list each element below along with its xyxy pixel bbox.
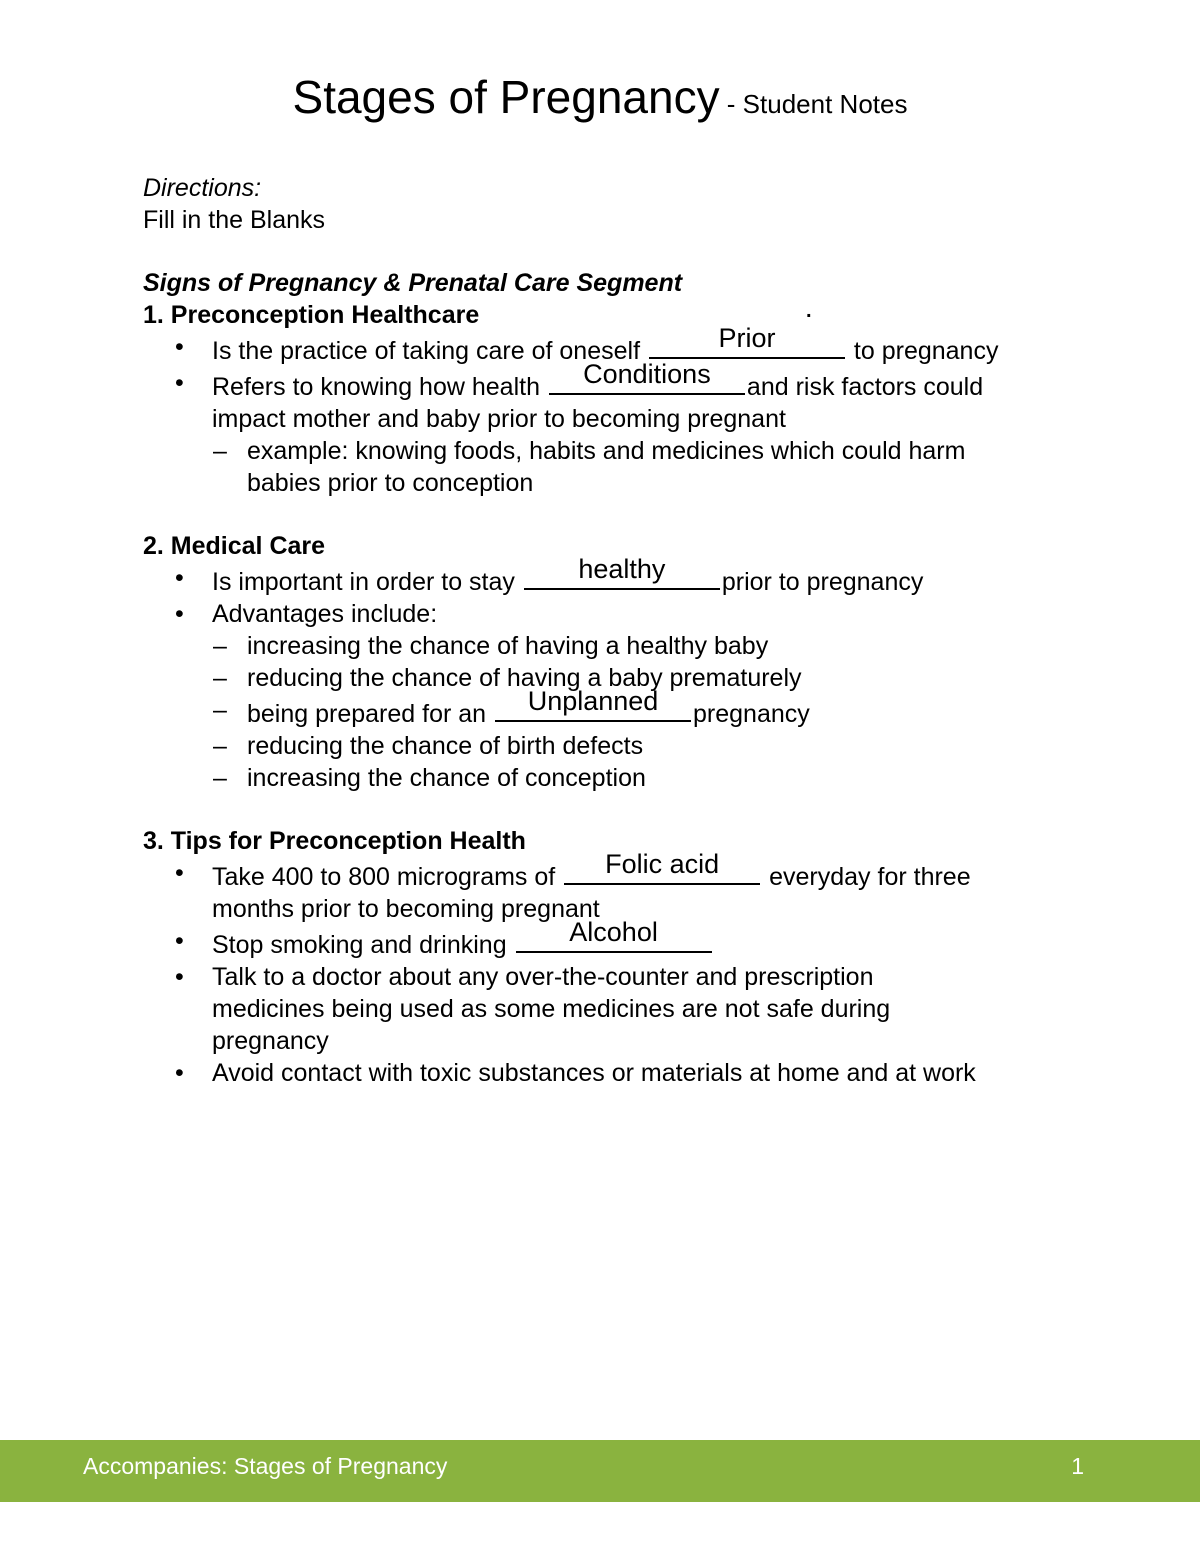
answer-text: healthy	[578, 554, 666, 584]
dash-continuation: babies prior to conception	[247, 469, 534, 497]
answer-blank[interactable]	[649, 323, 845, 359]
bullet-marker: •	[175, 564, 184, 592]
bullet-marker: •	[175, 369, 184, 397]
bullet-marker: •	[175, 963, 184, 991]
footer-caption: Accompanies: Stages of Pregnancy	[83, 1453, 448, 1479]
answer-blank[interactable]	[549, 359, 745, 395]
answer-blank[interactable]	[495, 686, 691, 722]
dash-text: example: knowing foods, habits and medicines which could harm	[247, 437, 966, 465]
bullet-continuation: impact mother and baby prior to becoming pregnant	[212, 405, 786, 433]
bullet-marker: •	[175, 1059, 184, 1087]
answer-text: Conditions	[583, 359, 711, 389]
answer-blank[interactable]	[516, 917, 712, 953]
bullet-text: Advantages include:	[212, 600, 438, 628]
stray-dot: .	[806, 300, 812, 322]
dash-item	[143, 686, 1143, 730]
bullet-continuation: medicines being used as some medicines are not safe during	[212, 995, 891, 1023]
section-3-heading: 3. Tips for Preconception Health	[143, 827, 526, 855]
dash-text: reducing the chance of birth defects	[247, 732, 644, 760]
page-number: 1	[1071, 1453, 1084, 1479]
dash-marker: –	[213, 632, 227, 660]
bullet-marker: •	[175, 927, 184, 955]
bullet-item	[143, 598, 1143, 630]
bullet-marker: •	[175, 859, 184, 887]
dash-text: increasing the chance of having a healthy baby	[247, 632, 769, 660]
bullet-item	[143, 849, 1143, 893]
bullet-marker: •	[175, 600, 184, 628]
bullet-item	[143, 359, 1143, 403]
section-heading	[143, 299, 1143, 331]
bullet-marker: •	[175, 333, 184, 361]
section-2-heading: 2. Medical Care	[143, 532, 326, 560]
dash-marker: –	[213, 664, 227, 692]
dash-marker: –	[213, 732, 227, 760]
section-1-heading: 1. Preconception Healthcare	[143, 301, 480, 329]
directions-label: Directions:	[143, 174, 262, 202]
bullet-text: Is the practice of taking care of oneself	[212, 337, 647, 365]
segment-title: Signs of Pregnancy & Prenatal Care Segment	[143, 269, 683, 297]
dash-text: reducing the chance of having a baby prematurely	[247, 664, 802, 692]
bullet-text: Take 400 to 800 micrograms of	[212, 863, 563, 891]
title-main: Stages of Pregnancy	[292, 71, 720, 123]
dash-item	[143, 630, 1143, 662]
answer-text: Prior	[718, 323, 776, 353]
dash-marker: –	[213, 437, 227, 465]
dash-item	[143, 435, 1143, 467]
bullet-continuation: pregnancy	[212, 1027, 329, 1055]
dash-item	[143, 762, 1143, 794]
bullet-text: Stop smoking and drinking	[212, 931, 514, 959]
bullet-item	[143, 917, 1143, 961]
directions-text: Fill in the Blanks	[143, 206, 326, 234]
dash-item	[143, 730, 1143, 762]
bullet-text: Refers to knowing how health	[212, 373, 547, 401]
bullet-item	[143, 961, 1143, 993]
bullet-text: Avoid contact with toxic substances or materials at home and at work	[212, 1059, 976, 1087]
answer-text: Unplanned	[527, 686, 659, 716]
footer-bar	[0, 1440, 1200, 1502]
dash-text: increasing the chance of conception	[247, 764, 646, 792]
answer-text: Alcohol	[569, 917, 658, 947]
bullet-text: Talk to a doctor about any over-the-counter and prescription	[212, 963, 874, 991]
bullet-text: prior to pregnancy	[721, 568, 924, 596]
dash-text: being prepared for an	[247, 700, 494, 728]
answer-text: Folic acid	[605, 849, 720, 879]
bullet-item	[143, 554, 1143, 598]
bullet-continuation: months prior to becoming pregnant	[212, 895, 600, 923]
answer-blank[interactable]	[524, 554, 720, 590]
bullet-text: everyday for three	[762, 863, 971, 891]
bullet-text: and risk factors could	[746, 373, 984, 401]
bullet-item	[143, 1057, 1143, 1089]
document-body	[143, 172, 1143, 1089]
dash-marker: –	[213, 764, 227, 792]
answer-blank[interactable]	[564, 849, 760, 885]
bullet-text: to pregnancy	[846, 337, 999, 365]
bullet-text: Is important in order to stay	[212, 568, 522, 596]
dash-text: pregnancy	[693, 700, 810, 728]
page-title	[0, 70, 1200, 124]
title-subtitle: - Student Notes	[719, 89, 908, 119]
dash-marker: –	[213, 696, 227, 724]
